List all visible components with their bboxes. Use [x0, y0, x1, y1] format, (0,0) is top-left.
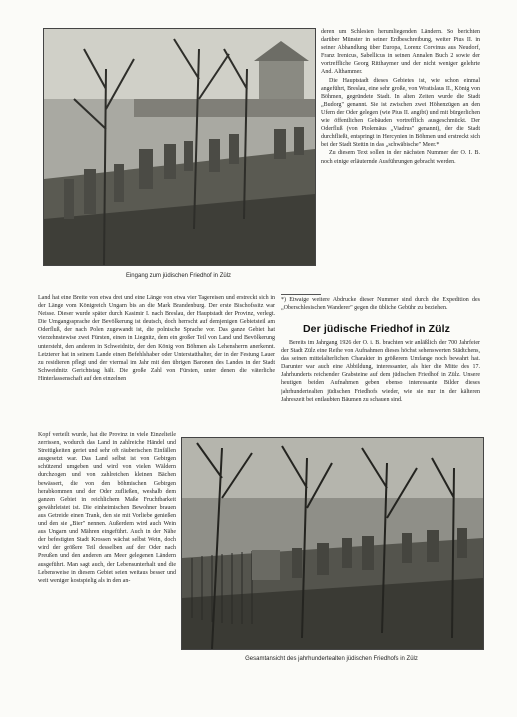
- left-text-block: [38, 294, 275, 430]
- left-narrow-paragraph: Kopf verteilt wurde, hat die Provinz in viele Einzelteile zerrissen, wodurch das Land in zahlreiche Händel und Streitigkeiten geriet und sehr oft räuberischen Einfällen ausgesetzt war. Das Land selbst ist von Gebirgen schützend umgeben und wird von vielen Wäldern durchzogen und von zahlreichen kleinen Bächen bewässert, die von den böhmischen Gebirgen herabkommen und der Oder zufließen, weshalb dem ganzen Gebiet in reichlichem Maße Fruchtbarkeit gewährleistet ist. Die einheimischen Bewohner brauen aus Getreide einen Trank, den sie mit Vorliebe genießen und den sie „Bier" nennen. Außerdem wird auch Wein aus Ungarn und Mähren eingeführt. Auch in der Nähe der befestigten Stadt Krossen wächst selbst Wein, doch wird der größere Teil desselben auf der Oder nach Preußen und den anderen am Meer gelegenen Ländern ausgeführt. Man sagt auch, der Lebensunterhalt und die Lebensweise in diesem Gebiet seien weitaus besser und weit weniger kostspielig als in den an-: [38, 432, 176, 584]
- article-headline: Der jüdische Friedhof in Zülz: [303, 323, 450, 335]
- photo-cemetery-overview: [181, 437, 484, 650]
- right-column-top: [321, 28, 480, 291]
- article-body: [281, 339, 480, 429]
- photo-cemetery-overview-image: [182, 438, 483, 649]
- caption-top-photo: Eingang zum jüdischen Friedhof in Zülz: [125, 273, 232, 279]
- right-column-paragraph-3: Zu diesem Text sollen in der nächsten Nummer der O. I. B. noch einige erläuternde Ausführungen gebracht werden.: [321, 150, 480, 165]
- caption-bottom-photo: Gesamtansicht des jahrhundertealten jüdischen Friedhofs in Zülz: [245, 656, 418, 662]
- left-narrow-column: [38, 431, 176, 711]
- right-column-paragraph-2: Die Hauptstadt dieses Gebietes ist, wie schon einmal angeführt, Breslau, eine sehr große, von Wratislaus II., König von Böhmen, gegründete Stadt. In alten Zeiten wurde die Stadt „Budorg" genannt. Sie ist zwischen zwei Höhenzügen an den Ufern der Oder gelegen (wie Pius II. angibt) und mit bürgerlichen wie öffentlichen Gebäuden vortrefflich ausgeschmückt. Der Oderfluß (von Ptolemäus „Viadrus" genannt), der die Stadt durchfließt, entspringt in Hercynien in Böhmen und erstreckt sich bei der Stadt Stettin in das „schwäbische" Meer.*: [321, 77, 480, 149]
- article-body-paragraph: Bereits im Jahrgang 1926 der O. i. B. brachten wir anläßlich der 700 Jahrfeier der Stadt Zülz eine Reihe von Aufnahmen dieses höchst sehenswerten Städtchens, das seinen mittelalterlichen Charakter in größerem Umfange noch bewahrt hat. Darunter war auch eine Abbildung, interessanter, als hier die Mitte des 17. Jahrhunderts reichender Grabsteine auf dem jüdischen Friedhof in Zülz. Unsere heutigen beiden Aufnahmen geben ebenso interessante Bilder dieses jahrhundertealten jüdischen Friedhofs wieder, wie sie nur in der kälteren Jahreszeit bei entlaubten Bäumen zu schauen sind.: [281, 340, 480, 403]
- photo-cemetery-entrance-image: [44, 29, 315, 265]
- left-text-paragraph: Land hat eine Breite von etwa drei und eine Länge von etwa vier Tagereisen und erstreckt sich in der Länge vom Königreich Ungarn bis an die Mark Brandenburg. Der erste Bischofssitz war Neisse. Dieser wurde später durch Kasimir I. nach Breslau, der Hauptstadt der Provinz, verlegt. Die Umgangssprache der Bevölkerung ist deutsch, doch herrscht auf demjenigen Gebietsteil am Oderfluß, der nach Polen zugewandt ist, die polnische Sprache vor. Das ganze Gebiet hat vierzehnstewise zwei Fürsten, einen in Liegnitz, dem ein großer Teil von Land und Bevölkerung untersteht, den anderen in Schweidnitz, der den König von Böhmen als Lehensherrn anerkennt. Letzterer hat in seinem Lande einen Befehlshaber oder Unterstatthalter, der in der Festung Lauer zu residieren pflegt und der viermal im Jahr mit den übrigen Baronen des Landes in der Stadt Schweidnitz Gerichtstag hält. Die große Zahl von Fürsten, unter denen die väterliche Hinterlassenschaft auf den einzelnen: [38, 295, 275, 382]
- right-column-paragraph-1: deren um Schlesien herumliegenden Ländern. So berichten darüber Münster in seiner Erdbeschreibung, weiter Pius II. in seiner Abhandlung über Europa, Lorenz Corvinus aus Neudorf, Franz Irenicus, Sabellicus in seinen Annalen Buch 2 sowie der vortreffliche Georg Ritthaymer und der nicht weniger gelehrte And. Althammer.: [321, 29, 480, 76]
- footnote: *) Etwaige weitere Abdrucke dieser Nummer sind durch die Expedition des „Oberschlesischen Wanderer" gegen die übliche Gebühr zu beziehen.: [281, 297, 480, 311]
- photo-cemetery-entrance: [43, 28, 316, 266]
- footnote-rule: [281, 294, 321, 295]
